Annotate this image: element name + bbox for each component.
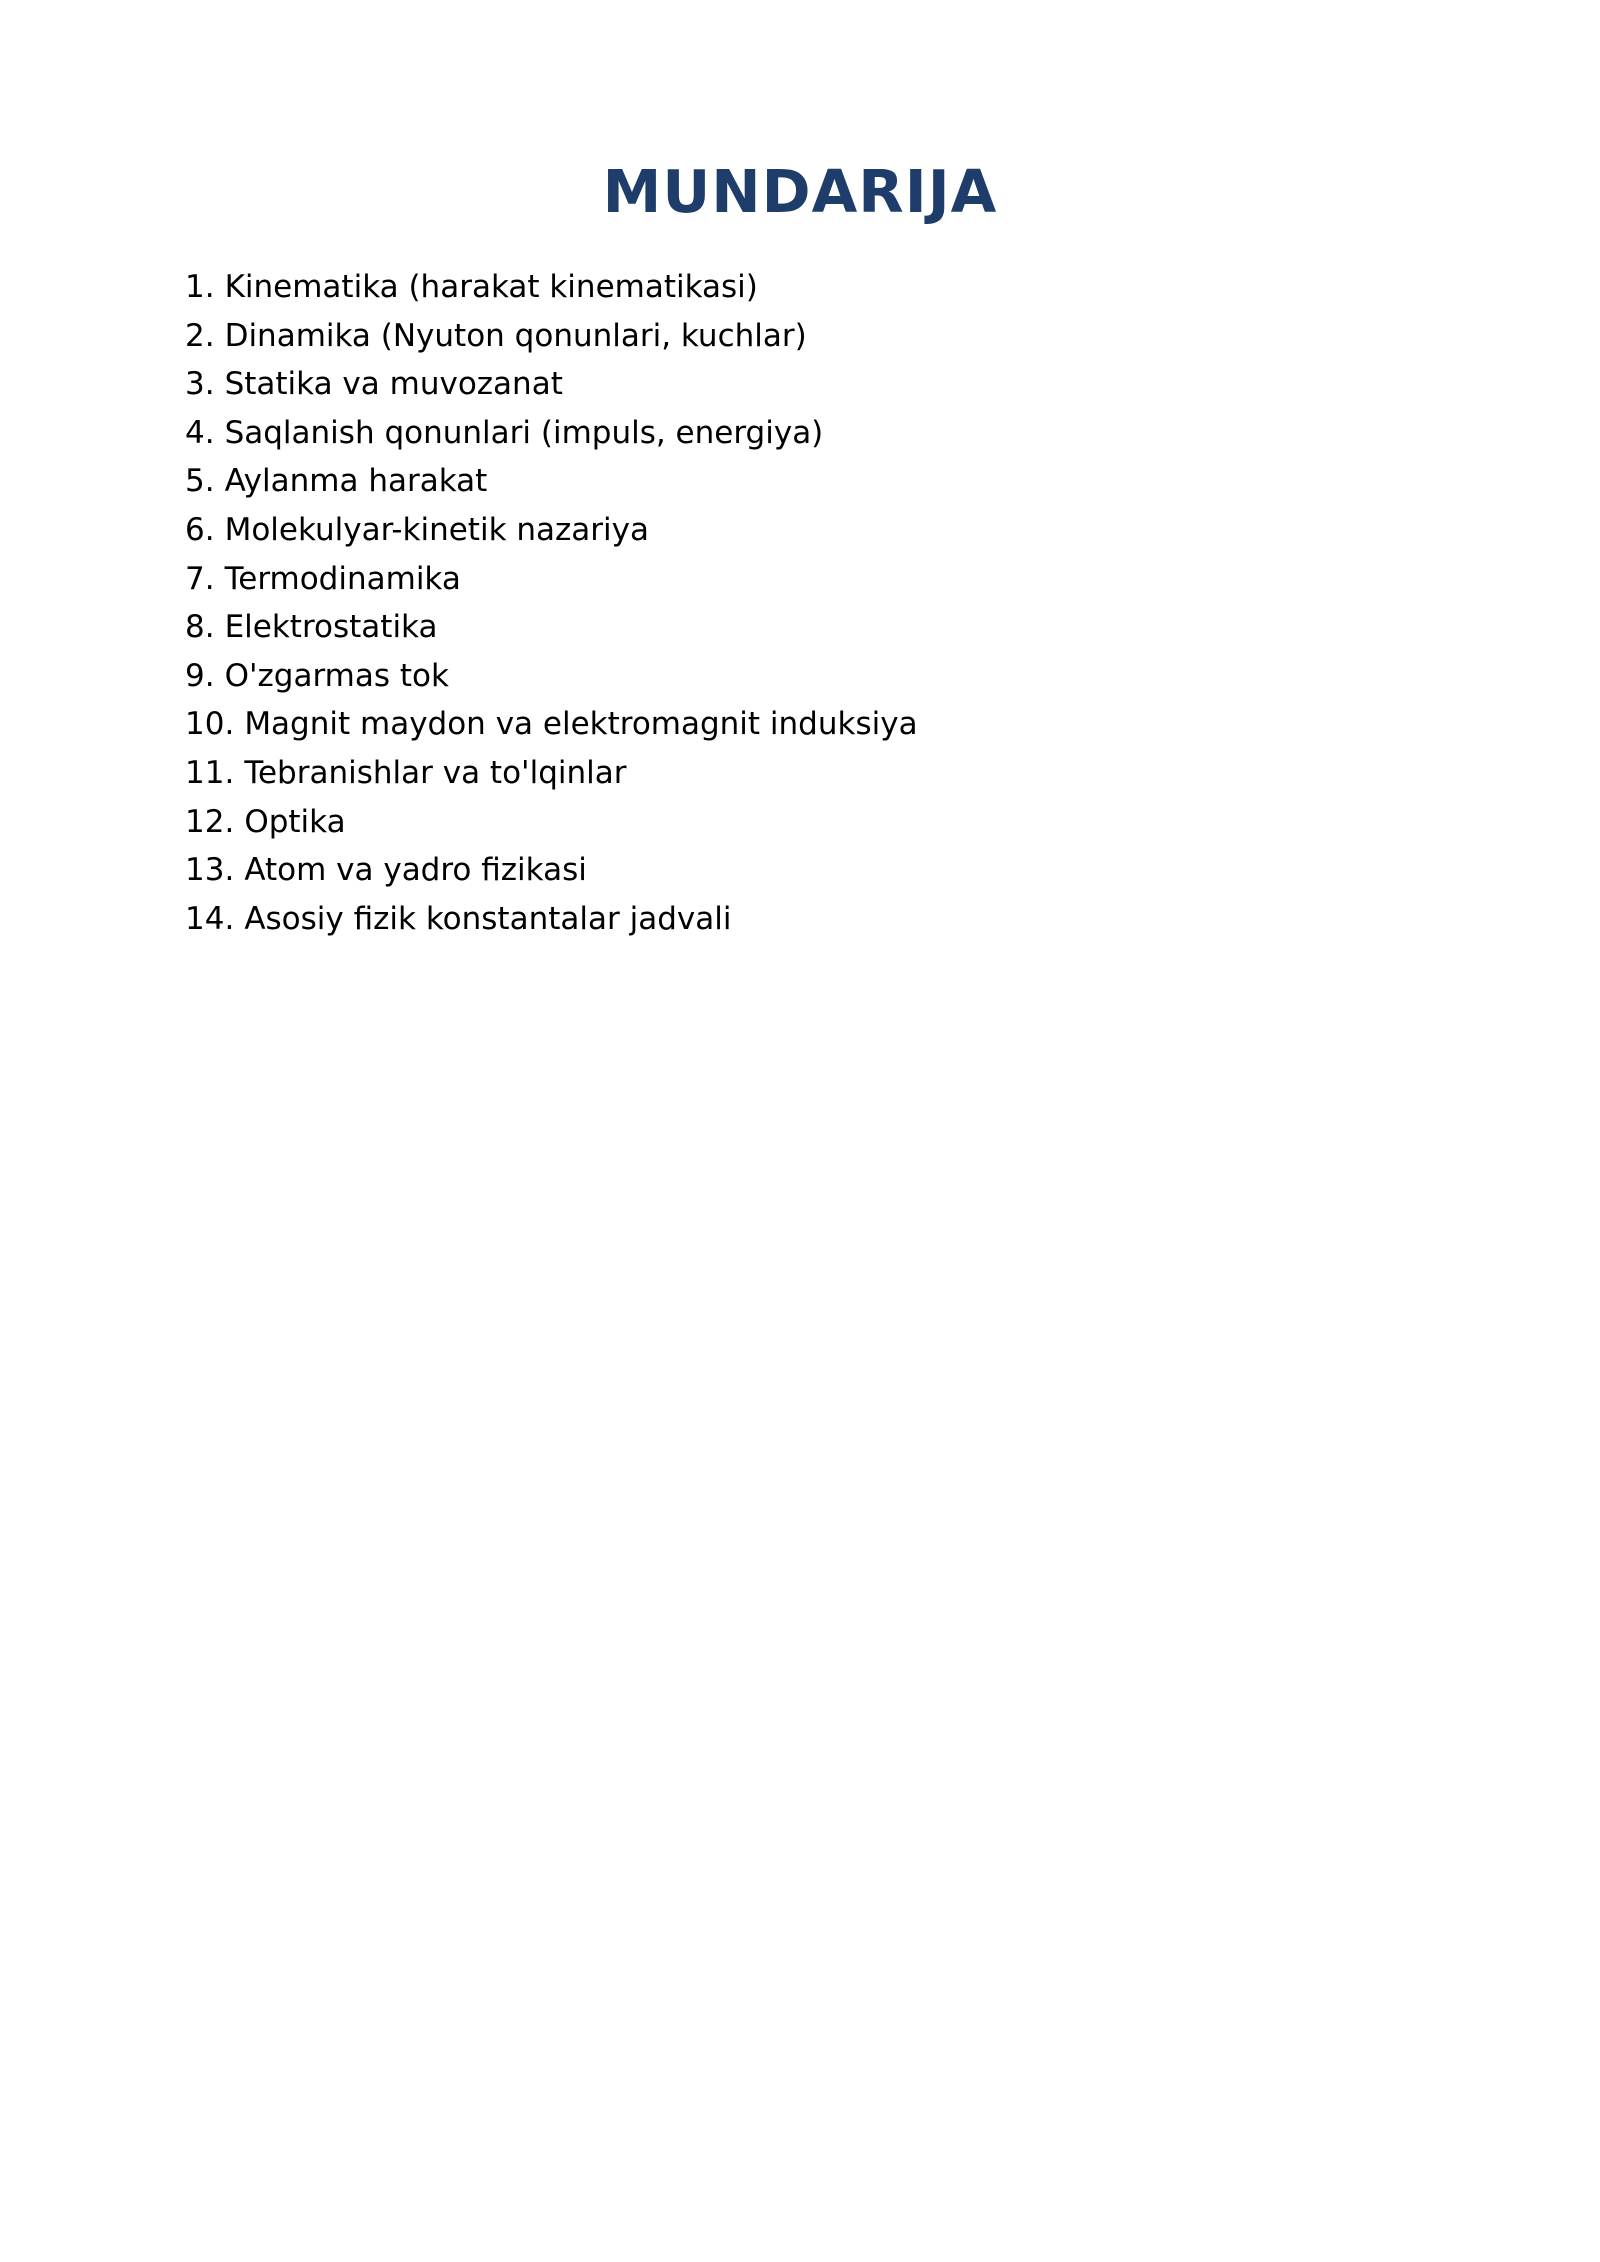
toc-item-number: 1. <box>185 269 215 305</box>
toc-item-number: 10. <box>185 706 235 743</box>
toc-item-label: Optika <box>244 803 346 840</box>
toc-item-label: Atom va yadro fizikasi <box>244 852 587 889</box>
toc-item <box>185 700 918 749</box>
toc-item-number: 4. <box>185 414 215 451</box>
toc-item-label: Molekulyar-kinetik nazariya <box>224 511 649 548</box>
toc-item <box>185 555 918 604</box>
toc-item <box>185 457 918 506</box>
toc-item-label: Saqlanish qonunlari (impuls, energiya) <box>224 414 824 451</box>
toc-item-number: 7. <box>185 560 215 597</box>
toc-item-number: 8. <box>185 609 215 646</box>
toc-item-label: Dinamika (Nyuton qonunlari, kuchlar) <box>224 317 807 354</box>
toc-item-label: O'zgarmas tok <box>224 657 449 694</box>
toc-item <box>185 360 918 409</box>
toc-item-number: 9. <box>185 657 215 694</box>
toc-item <box>185 409 918 458</box>
toc-item <box>185 506 918 555</box>
toc-item-number: 12. <box>185 803 235 840</box>
toc-item <box>185 749 918 798</box>
toc-item-label: Termodinamika <box>224 560 461 597</box>
toc-item-number: 13. <box>185 852 235 889</box>
toc-item-number: 14. <box>185 900 235 937</box>
table-of-contents <box>185 263 918 943</box>
toc-item-number: 11. <box>185 754 235 791</box>
toc-item-label: Statika va muvozanat <box>224 366 563 403</box>
toc-item-label: Elektrostatika <box>224 609 438 646</box>
page-title: MUNDARIJA <box>602 157 998 226</box>
toc-item-number: 5. <box>185 463 215 500</box>
toc-item-label: Aylanma harakat <box>224 463 488 500</box>
toc-item-label: Asosiy fizik konstantalar jadvali <box>244 900 732 937</box>
toc-item <box>185 603 918 652</box>
toc-item-number: 3. <box>185 366 215 403</box>
toc-item <box>185 846 918 895</box>
toc-item-label: Magnit maydon va elektromagnit induksiya <box>244 706 918 743</box>
toc-item-label: Kinematika (harakat kinematikasi) <box>224 269 758 305</box>
toc-item <box>185 895 918 944</box>
toc-item-label: Tebranishlar va to'lqinlar <box>244 754 627 791</box>
toc-item <box>185 798 918 847</box>
toc-item <box>185 312 918 361</box>
toc-item <box>185 652 918 701</box>
toc-item-number: 6. <box>185 511 215 548</box>
toc-item-number: 2. <box>185 317 215 354</box>
toc-item <box>185 263 918 312</box>
